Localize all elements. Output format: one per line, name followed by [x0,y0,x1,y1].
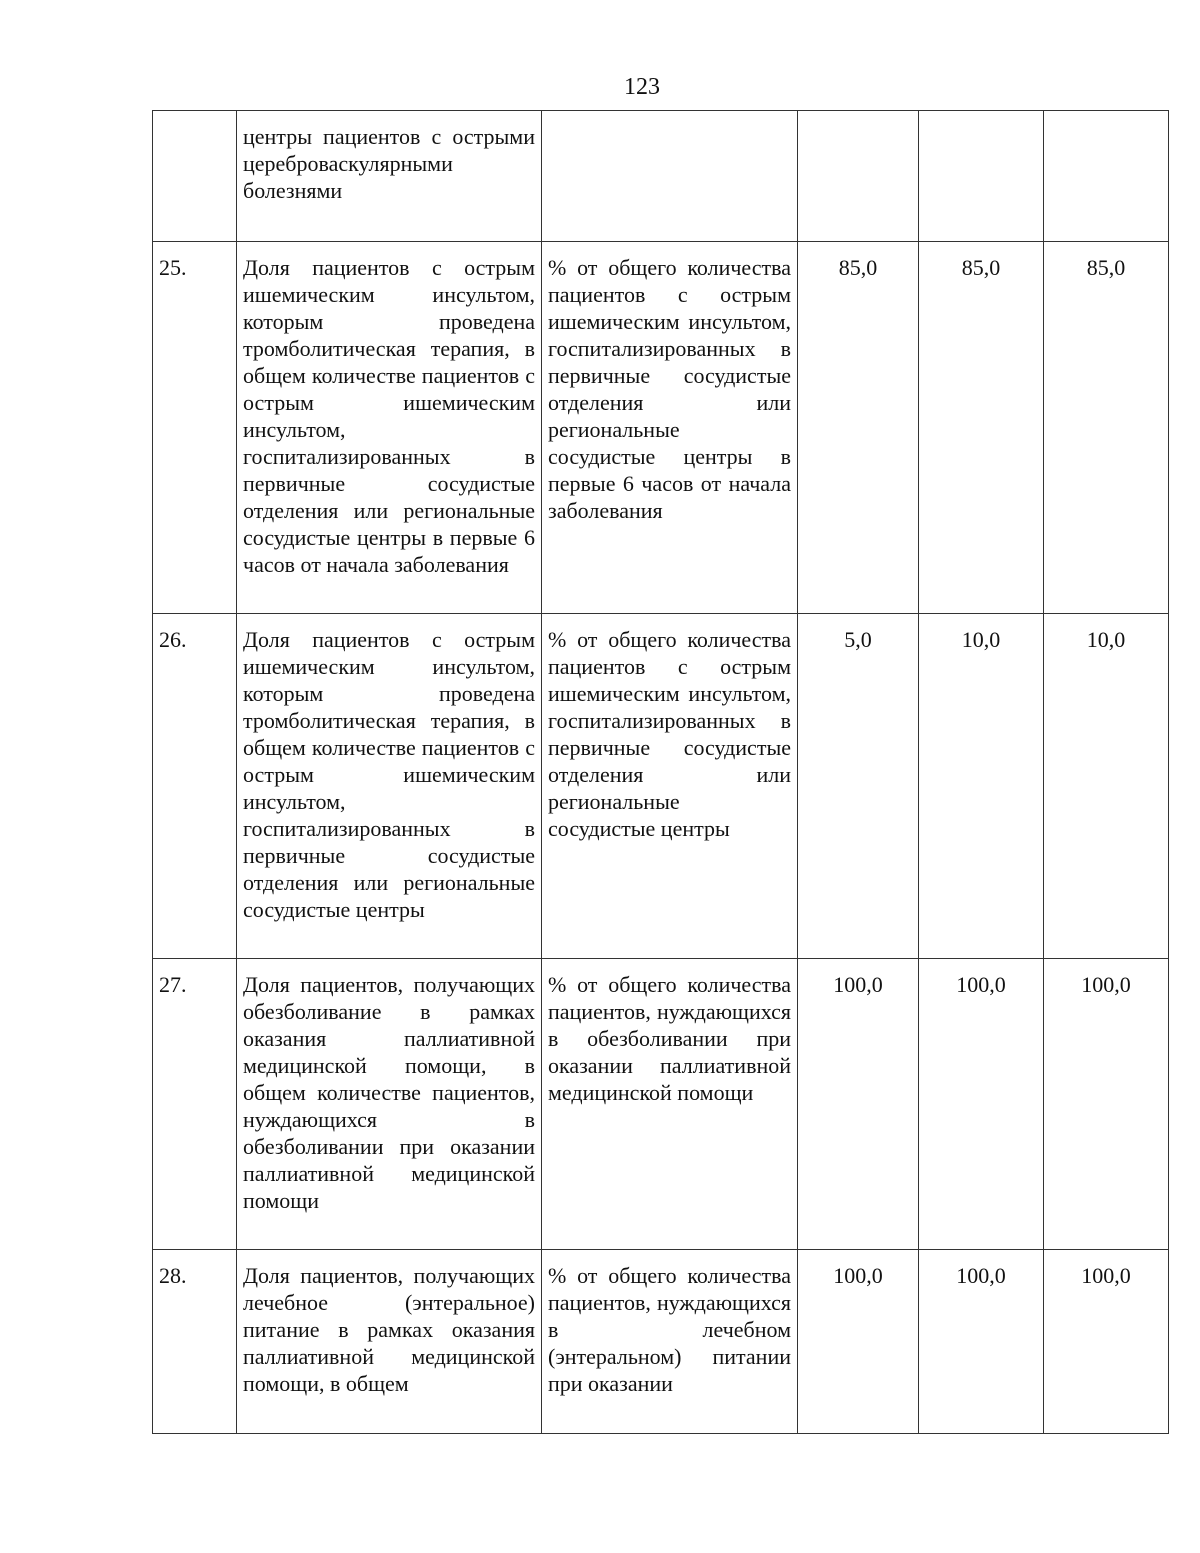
value-col-2: 100,0 [919,959,1044,1250]
indicator-unit: % от общего количества пациентов, нуждающихся в обезболивании при оказании паллиативной медицинской помощи [542,959,798,1250]
indicator-unit: % от общего количества пациентов с острым ишемическим инсультом, госпитализированных в первичные сосудистые отделения или региональные сосудистые центры [542,614,798,959]
row-number: 27. [153,959,237,1250]
value-col-1: 100,0 [798,1250,919,1434]
row-number: 25. [153,242,237,614]
indicator-description: Доля пациентов с острым ишемическим инсультом, которым проведена тромболитическая терапия, в общем количестве пациентов с острым ишемическим инсультом, госпитализированных в первичные сосудистые отделения или региональные сосудистые центры [237,614,542,959]
table-row [153,614,1169,959]
row-number: 28. [153,1250,237,1434]
value-col-3 [1044,111,1169,242]
value-col-3: 100,0 [1044,959,1169,1250]
indicator-unit: % от общего количества пациентов с острым ишемическим инсультом, госпитализированных в первичные сосудистые отделения или региональные сосудистые центры в первые 6 часов от начала заболевания [542,242,798,614]
value-col-3: 85,0 [1044,242,1169,614]
value-col-1: 85,0 [798,242,919,614]
value-col-3: 10,0 [1044,614,1169,959]
value-col-2: 10,0 [919,614,1044,959]
row-number: 26. [153,614,237,959]
value-col-2: 100,0 [919,1250,1044,1434]
value-col-2: 85,0 [919,242,1044,614]
indicator-description: Доля пациентов с острым ишемическим инсультом, которым проведена тромболитическая терапия, в общем количестве пациентов с острым ишемическим инсультом, госпитализированных в первичные сосудистые отделения или региональные сосудистые центры в первые 6 часов от начала заболевания [237,242,542,614]
indicator-unit [542,111,798,242]
value-col-2 [919,111,1044,242]
indicator-description: центры пациентов с острыми цереброваскулярными болезнями [237,111,542,242]
indicator-unit: % от общего количества пациентов, нуждающихся в лечебном (энтеральном) питании при оказании [542,1250,798,1434]
value-col-3: 100,0 [1044,1250,1169,1434]
indicators-table [152,110,1169,1434]
table-row [153,959,1169,1250]
table-row [153,242,1169,614]
value-col-1 [798,111,919,242]
table-row [153,1250,1169,1434]
row-number [153,111,237,242]
indicator-description: Доля пациентов, получающих лечебное (энтеральное) питание в рамках оказания паллиативной медицинской помощи, в общем [237,1250,542,1434]
table-row [153,111,1169,242]
indicator-description: Доля пациентов, получающих обезболивание в рамках оказания паллиативной медицинской помощи, в общем количестве пациентов, нуждающихся в обезболивании при оказании паллиативной медицинской помощи [237,959,542,1250]
page-number: 123 [624,74,660,100]
value-col-1: 5,0 [798,614,919,959]
value-col-1: 100,0 [798,959,919,1250]
